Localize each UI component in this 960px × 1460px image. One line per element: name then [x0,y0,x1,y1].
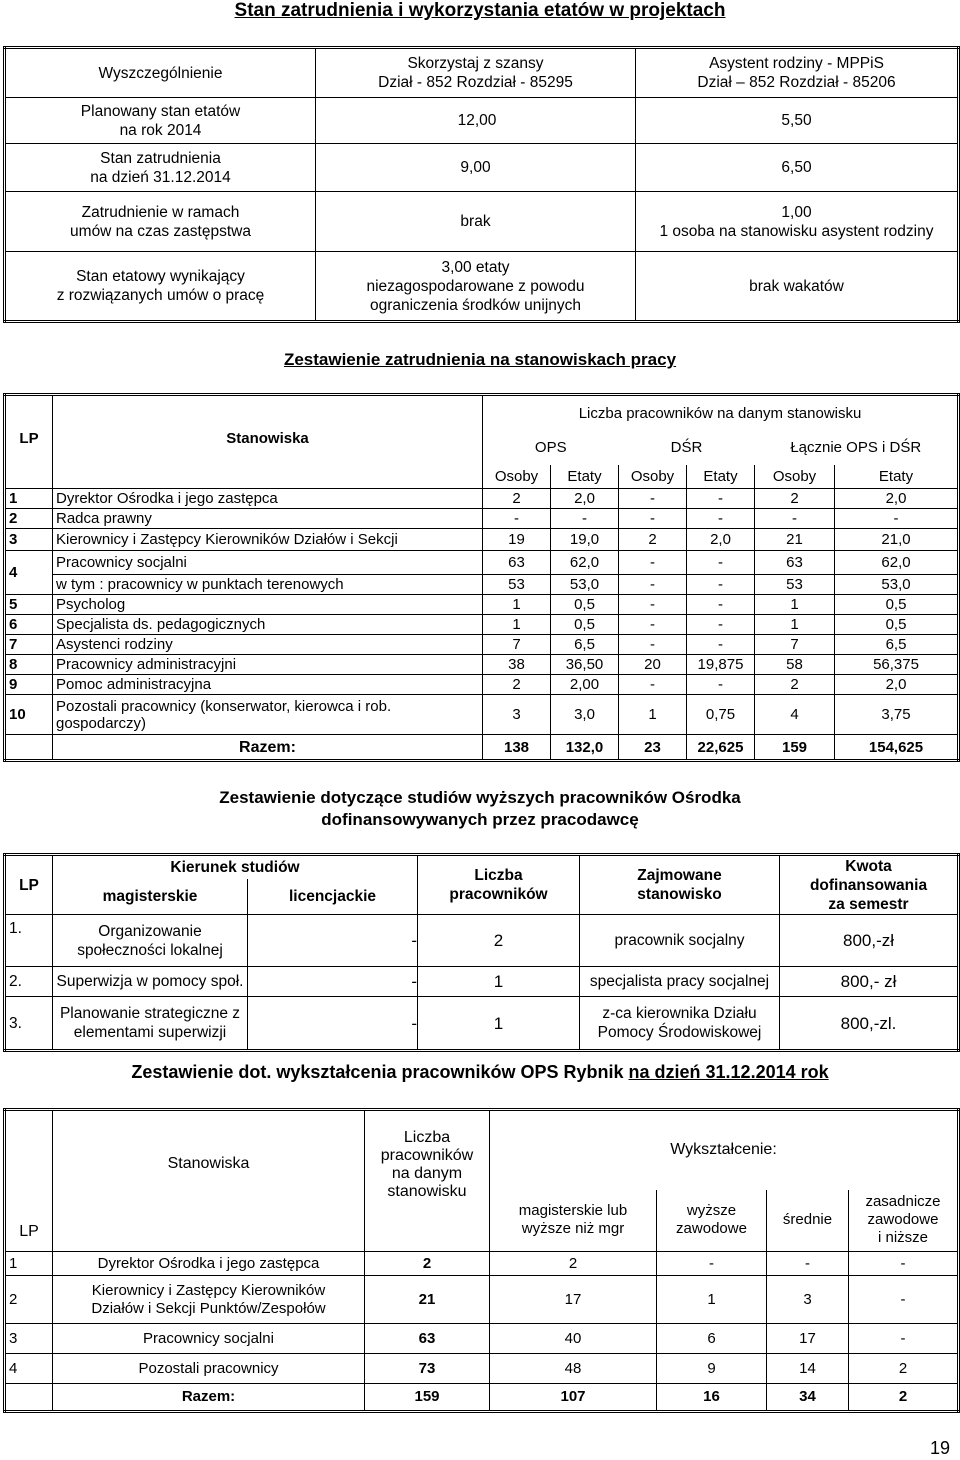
row-value: 1 [755,595,835,615]
table-row [5,529,959,551]
total-value: 107 [490,1384,657,1412]
row-value: - [619,551,687,575]
projects-table [3,46,960,323]
row-value: 9 [657,1354,767,1384]
total-value: 22,625 [687,735,755,761]
table-row [5,655,959,675]
row-value: - [483,509,551,529]
row-label: Stan zatrudnienia na dzień 31.12.2014 [5,144,316,192]
row-value: 2,0 [835,489,959,509]
employment-table [3,393,960,762]
row-magisterskie: Superwizja w pomocy społ. [53,967,248,997]
row-value: 1 [483,615,551,635]
row-value: - [687,575,755,595]
row-value: 1 [755,615,835,635]
row-value: 2,00 [551,675,619,695]
row-value: 21,0 [835,529,959,551]
row-value: - [619,595,687,615]
row-stanowisko: Dyrektor Ośrodka i jego zastępca [53,1252,365,1276]
header-wyszczegolnienie: Wyszczególnienie [5,48,316,98]
cell-value: 9,00 [316,144,636,192]
total-label: Razem: [53,735,483,761]
row-licencjackie: - [248,967,418,997]
row-value: - [835,509,959,529]
row-stanowisko: pracownik socjalny [580,915,780,967]
row-stanowisko: Radca prawny [53,509,483,529]
table-row [5,489,959,509]
header-dsr: DŚR [670,439,703,456]
row-value: - [687,615,755,635]
cell-value: 12,00 [316,98,636,144]
header-lp: LP [5,1110,53,1252]
row-lp: 2. [5,967,53,997]
row-value: 58 [755,655,835,675]
row-value: 0,5 [551,615,619,635]
header-osoby: Osoby [755,465,835,489]
row-kwota: 800,-zł [780,915,959,967]
row-lp: 1. [5,915,53,967]
row-magisterskie: Organizowanie społeczności lokalnej [53,915,248,967]
row-value: 21 [755,529,835,551]
table-row [5,1354,959,1384]
header-etaty: Etaty [687,465,755,489]
row-label: Stan etatowy wynikający z rozwiązanych umów o pracę [5,252,316,322]
row-value: 53,0 [835,575,959,595]
row-value: 62,0 [551,551,619,575]
table-row [5,1276,959,1324]
section-title-studies-1: Zestawienie dotyczące studiów wyższych pracowników Ośrodka [219,788,741,807]
row-stanowisko: Psycholog [53,595,483,615]
header-zasadnicze: zasadnicze zawodowe i niższe [849,1190,959,1252]
row-value: 1 [619,695,687,735]
cell-value: 1,00 1 osoba na stanowisku asystent rodziny [636,192,959,252]
header-stanowiska: Stanowiska [53,1110,365,1252]
total-value: 23 [619,735,687,761]
row-lp: 10 [5,695,53,735]
row-value: 40 [490,1324,657,1354]
page-title: Stan zatrudnienia i wykorzystania etatów w projektach [234,0,726,21]
header-lp: LP [5,855,53,915]
row-liczba: 2 [418,915,580,967]
section-title-education [0,1062,960,1083]
row-value: 2 [483,675,551,695]
row-liczba: 2 [365,1252,490,1276]
table-row [5,595,959,615]
row-value: 63 [755,551,835,575]
table-row [5,575,959,595]
row-value: 3 [483,695,551,735]
table-row [5,635,959,655]
row-lp: 2 [5,1276,53,1324]
row-stanowisko: Pracownicy socjalni [53,1324,365,1354]
row-value: - [657,1252,767,1276]
row-value: 19 [483,529,551,551]
row-value: 4 [755,695,835,735]
row-value: - [767,1252,849,1276]
row-value: 14 [767,1354,849,1384]
header-wyksztalcenie: Wykształcenie: [490,1110,959,1190]
row-liczba: 73 [365,1354,490,1384]
total-value: 16 [657,1384,767,1412]
row-stanowisko: Specjalista ds. pedagogicznych [53,615,483,635]
header-osoby: Osoby [619,465,687,489]
row-value: - [687,551,755,575]
row-value: 17 [767,1324,849,1354]
cell-value: brak [316,192,636,252]
section-title-employment: Zestawienie zatrudnienia na stanowiskach pracy [283,350,677,369]
header-osoby: Osoby [483,465,551,489]
row-lp: 3 [5,529,53,551]
header-licencjackie: licencjackie [248,879,418,915]
row-value: 1 [657,1276,767,1324]
row-stanowisko: Kierownicy i Zastępcy Kierowników Działów i Sekcji Punktów/Zespołów [53,1276,365,1324]
row-value: 3 [767,1276,849,1324]
header-liczba: Liczba pracowników na danym stanowisku [365,1110,490,1252]
row-value: 56,375 [835,655,959,675]
row-liczba: 21 [365,1276,490,1324]
row-value: 53 [755,575,835,595]
section-title-education-a: Zestawienie dot. wykształcenia pracowników OPS Rybnik [131,1062,629,1082]
row-lp: 3 [5,1324,53,1354]
cell-value: 5,50 [636,98,959,144]
header-kwota: Kwota dofinansowania za semestr [780,855,959,915]
row-value: 53,0 [551,575,619,595]
row-value: 2,0 [551,489,619,509]
row-value: 3,0 [551,695,619,735]
row-value: 3,75 [835,695,959,735]
row-value: - [687,509,755,529]
header-kierunek: Kierunek studiów [53,855,418,879]
row-value: 48 [490,1354,657,1384]
row-value: - [849,1276,959,1324]
row-value: 6,5 [551,635,619,655]
table-row [5,1252,959,1276]
row-value: 53 [483,575,551,595]
row-liczba: 1 [418,967,580,997]
row-stanowisko: Pozostali pracownicy [53,1354,365,1384]
row-lp: 5 [5,595,53,615]
row-lp: 6 [5,615,53,635]
row-value: 2,0 [835,675,959,695]
row-value: 7 [483,635,551,655]
row-value: - [619,675,687,695]
row-lp: 7 [5,635,53,655]
row-value: 62,0 [835,551,959,575]
row-value: 63 [483,551,551,575]
total-value: 159 [755,735,835,761]
row-liczba: 1 [418,997,580,1051]
header-liczba: Liczba pracowników [418,855,580,915]
row-value: - [687,489,755,509]
header-ops: OPS [483,431,619,465]
row-value: 7 [755,635,835,655]
row-lp: 1 [5,1252,53,1276]
total-value: 2 [849,1384,959,1412]
row-liczba: 63 [365,1324,490,1354]
row-stanowisko: specjalista pracy socjalnej [580,967,780,997]
header-project-1: Skorzystaj z szansy Dział - 852 Rozdział - 85295 [316,48,636,98]
table-row [5,551,959,575]
total-value: 154,625 [835,735,959,761]
header-etaty: Etaty [835,465,959,489]
row-value: - [849,1324,959,1354]
row-value: 2 [755,675,835,695]
row-licencjackie: - [248,997,418,1051]
table-row [5,1324,959,1354]
row-value: - [619,489,687,509]
row-value: 2 [483,489,551,509]
row-value: 2 [619,529,687,551]
total-label: Razem: [53,1384,365,1412]
row-lp: 4 [5,1354,53,1384]
row-label: Zatrudnienie w ramach umów na czas zastępstwa [5,192,316,252]
row-value: 6,5 [835,635,959,655]
row-value: 2 [490,1252,657,1276]
row-label: Planowany stan etatów na rok 2014 [5,98,316,144]
row-value: - [849,1252,959,1276]
header-srednie: średnie [767,1190,849,1252]
cell-value: 3,00 etaty niezagospodarowane z powodu ograniczenia środków unijnych [316,252,636,322]
row-value: - [619,635,687,655]
page-number: 19 [930,1438,951,1458]
studies-table [3,853,960,1052]
cell-value: brak wakatów [636,252,959,322]
total-value: 138 [483,735,551,761]
section-title-education-date: na dzień 31.12.2014 rok [628,1062,829,1082]
row-value: - [619,575,687,595]
table-row [5,509,959,529]
total-value: 159 [365,1384,490,1412]
row-kwota: 800,-zl. [780,997,959,1051]
header-zajmowane: Zajmowane stanowisko [580,855,780,915]
header-magisterskie: magisterskie lub wyższe niż mgr [490,1190,657,1252]
total-value: 132,0 [551,735,619,761]
row-kwota: 800,- zł [780,967,959,997]
row-stanowisko: Kierownicy i Zastępcy Kierowników Działów i Sekcji [53,529,483,551]
table-row [5,615,959,635]
row-value: - [755,509,835,529]
row-value: 6 [657,1324,767,1354]
row-stanowisko: w tym : pracownicy w punktach terenowych [53,575,483,595]
row-value: 0,5 [551,595,619,615]
row-stanowisko: Pozostali pracownicy (konserwator, kierowca i rob. gospodarczy) [53,695,483,735]
row-stanowisko: Pomoc administracyjna [53,675,483,695]
table-row [5,695,959,735]
cell-value: 6,50 [636,144,959,192]
row-value: 19,0 [551,529,619,551]
row-licencjackie: - [248,915,418,967]
header-wyzsze: wyższe zawodowe [657,1190,767,1252]
row-value: 2 [849,1354,959,1384]
header-magisterskie: magisterskie [53,879,248,915]
row-lp: 1 [5,489,53,509]
row-stanowisko: Pracownicy socjalni [53,551,483,575]
header-lp: LP [5,395,53,489]
row-lp: 2 [5,509,53,529]
row-value: 17 [490,1276,657,1324]
row-value: 20 [619,655,687,675]
row-value: 2 [755,489,835,509]
row-value: 2,0 [687,529,755,551]
row-stanowisko: Asystenci rodziny [53,635,483,655]
table-row [5,675,959,695]
section-title-studies-2: dofinansowywanych przez pracodawcę [321,810,639,829]
row-value: 19,875 [687,655,755,675]
row-value: - [551,509,619,529]
row-value: - [619,615,687,635]
row-lp: 9 [5,675,53,695]
header-stanowiska: Stanowiska [53,395,483,489]
header-etaty: Etaty [551,465,619,489]
row-value: - [687,675,755,695]
row-value: 1 [483,595,551,615]
row-lp: 3. [5,997,53,1051]
row-value: - [687,635,755,655]
header-liczba: Liczba pracowników na danym stanowisku [483,395,959,431]
row-lp: 8 [5,655,53,675]
row-value: - [687,595,755,615]
row-value: - [619,509,687,529]
row-magisterskie: Planowanie strategiczne z elementami superwizji [53,997,248,1051]
header-project-2: Asystent rodziny - MPPiS Dział – 852 Rozdział - 85206 [636,48,959,98]
row-value: 0,5 [835,595,959,615]
row-lp: 4 [5,551,53,595]
row-value: 36,50 [551,655,619,675]
row-value: 0,75 [687,695,755,735]
header-lacznie: Łącznie OPS i DŚR [755,431,959,465]
row-stanowisko: Dyrektor Ośrodka i jego zastępca [53,489,483,509]
total-value: 34 [767,1384,849,1412]
row-value: 0,5 [835,615,959,635]
row-value: 38 [483,655,551,675]
education-table [3,1108,960,1413]
row-stanowisko: Pracownicy administracyjni [53,655,483,675]
row-stanowisko: z-ca kierownika Działu Pomocy Środowiskowej [580,997,780,1051]
